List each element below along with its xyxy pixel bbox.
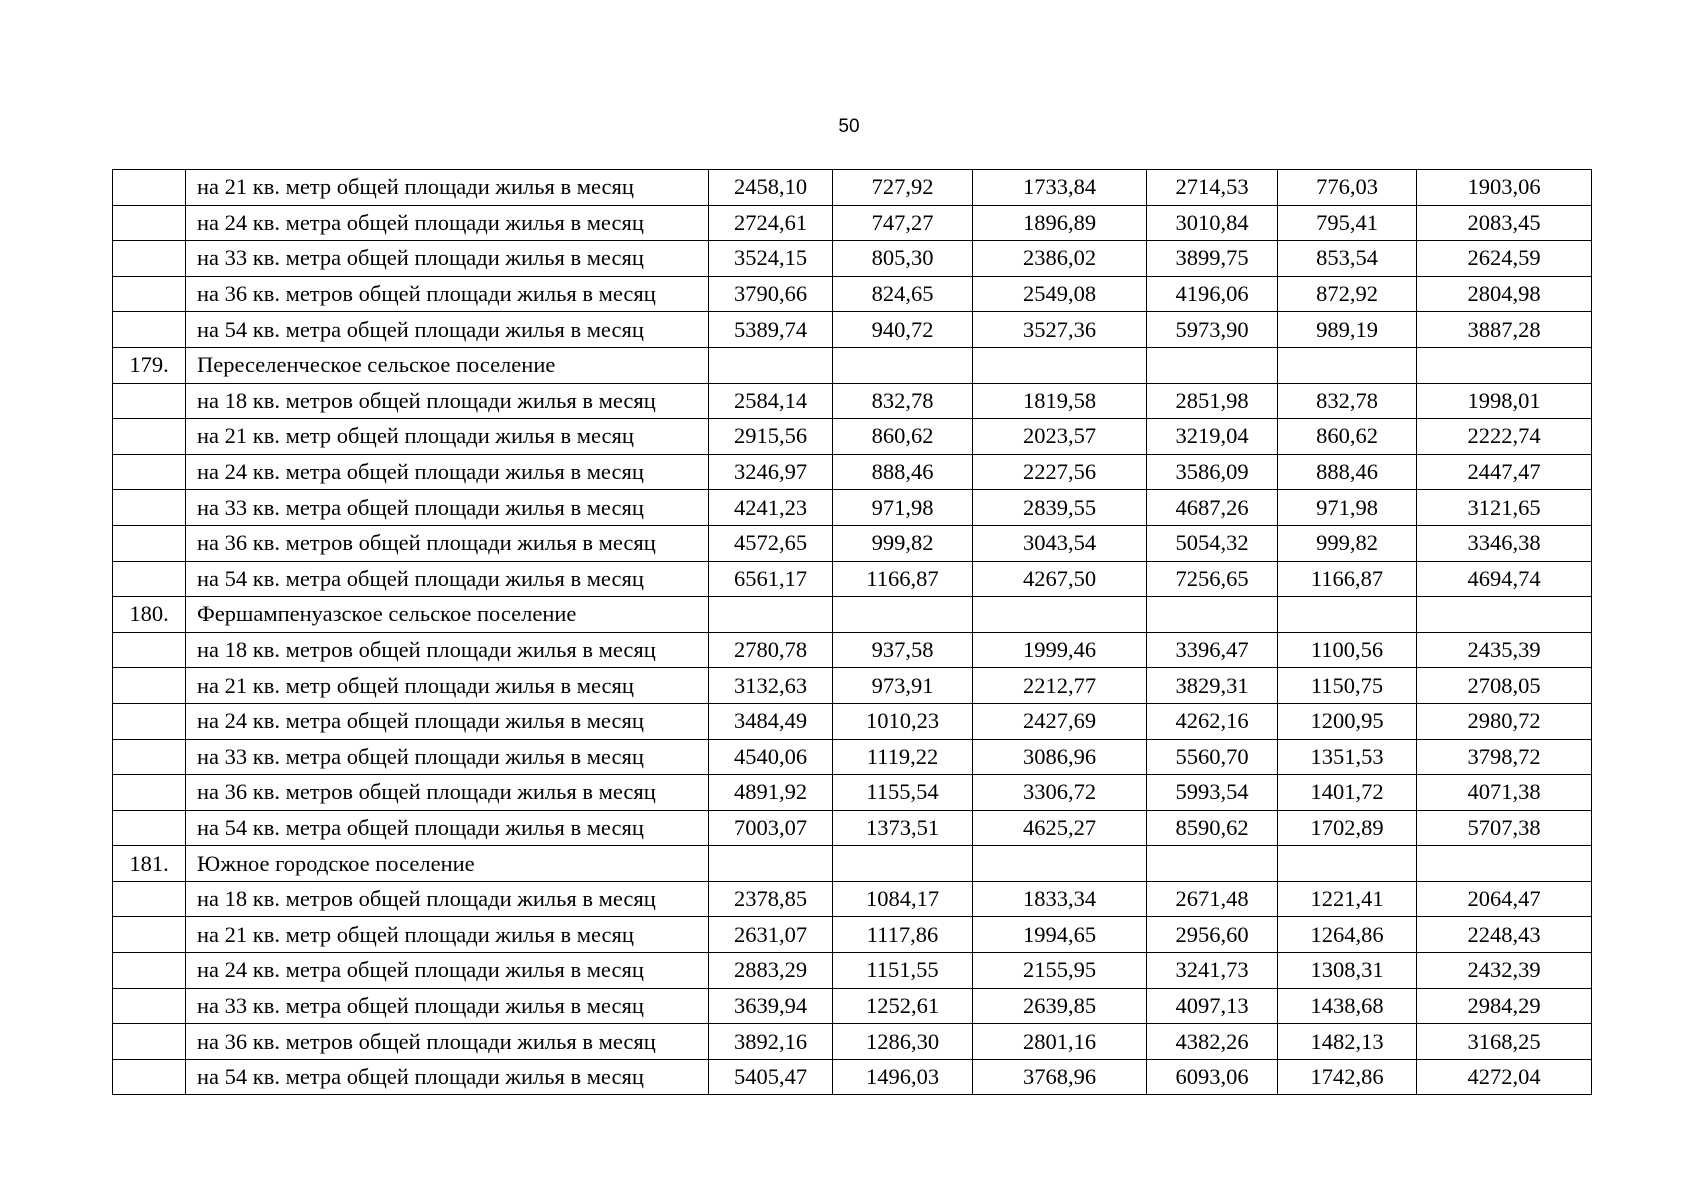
value-cell-col-1: 2780,78 xyxy=(709,632,833,668)
area-label-cell: на 21 кв. метр общей площади жилья в месяц xyxy=(186,170,709,206)
row-number-cell xyxy=(113,241,186,277)
value-cell-col-1: 4241,23 xyxy=(709,490,833,526)
value-cell-col-6: 2804,98 xyxy=(1417,276,1592,312)
value-cell-col-2: 940,72 xyxy=(833,312,973,348)
value-cell-col-5: 888,46 xyxy=(1278,454,1417,490)
value-cell-col-3: 3086,96 xyxy=(973,739,1147,775)
value-cell-col-5: 989,19 xyxy=(1278,312,1417,348)
value-cell-col-6: 4694,74 xyxy=(1417,561,1592,597)
area-label-cell: на 36 кв. метров общей площади жилья в месяц xyxy=(186,525,709,561)
area-label-cell: на 36 кв. метров общей площади жилья в месяц xyxy=(186,1024,709,1060)
area-label-cell: на 54 кв. метра общей площади жилья в месяц xyxy=(186,810,709,846)
value-cell-col-5: 1438,68 xyxy=(1278,988,1417,1024)
value-cell-col-6: 3346,38 xyxy=(1417,525,1592,561)
value-cell-col-4: 3829,31 xyxy=(1147,668,1278,704)
value-cell-col-4: 5993,54 xyxy=(1147,775,1278,811)
area-label-cell: на 36 кв. метров общей площади жилья в месяц xyxy=(186,276,709,312)
value-cell-col-1: 2915,56 xyxy=(709,419,833,455)
value-cell-col-3: 2549,08 xyxy=(973,276,1147,312)
value-cell-col-2: 1252,61 xyxy=(833,988,973,1024)
value-cell-col-6: 4071,38 xyxy=(1417,775,1592,811)
area-label-cell: на 33 кв. метра общей площади жилья в месяц xyxy=(186,988,709,1024)
value-cell-col-5 xyxy=(1278,347,1417,383)
value-cell-col-3 xyxy=(973,846,1147,882)
value-cell-col-4: 3010,84 xyxy=(1147,205,1278,241)
row-number-cell xyxy=(113,632,186,668)
value-cell-col-1: 3132,63 xyxy=(709,668,833,704)
area-label-cell: на 21 кв. метр общей площади жилья в месяц xyxy=(186,917,709,953)
value-cell-col-1: 2378,85 xyxy=(709,881,833,917)
value-cell-col-2: 888,46 xyxy=(833,454,973,490)
settlement-name-cell: Фершампенуазское сельское поселение xyxy=(186,597,709,633)
table-row xyxy=(113,881,1592,917)
value-cell-col-1: 3639,94 xyxy=(709,988,833,1024)
row-number-cell: 181. xyxy=(113,846,186,882)
row-number-cell xyxy=(113,525,186,561)
value-cell-col-4: 4262,16 xyxy=(1147,703,1278,739)
value-cell-col-1: 3246,97 xyxy=(709,454,833,490)
value-cell-col-5: 1166,87 xyxy=(1278,561,1417,597)
value-cell-col-4: 5973,90 xyxy=(1147,312,1278,348)
value-cell-col-6: 2624,59 xyxy=(1417,241,1592,277)
value-cell-col-3: 3527,36 xyxy=(973,312,1147,348)
value-cell-col-1: 4891,92 xyxy=(709,775,833,811)
value-cell-col-4: 3241,73 xyxy=(1147,953,1278,989)
value-cell-col-1: 2883,29 xyxy=(709,953,833,989)
value-cell-col-2: 805,30 xyxy=(833,241,973,277)
value-cell-col-1 xyxy=(709,597,833,633)
value-cell-col-4 xyxy=(1147,597,1278,633)
table-row xyxy=(113,810,1592,846)
table-row xyxy=(113,668,1592,704)
value-cell-col-1: 2724,61 xyxy=(709,205,833,241)
value-cell-col-5: 999,82 xyxy=(1278,525,1417,561)
value-cell-col-6: 3121,65 xyxy=(1417,490,1592,526)
value-cell-col-6: 4272,04 xyxy=(1417,1059,1592,1095)
value-cell-col-1: 7003,07 xyxy=(709,810,833,846)
value-cell-col-3: 2227,56 xyxy=(973,454,1147,490)
settlement-name-cell: Переселенческое сельское поселение xyxy=(186,347,709,383)
value-cell-col-3: 2155,95 xyxy=(973,953,1147,989)
value-cell-col-6: 3168,25 xyxy=(1417,1024,1592,1060)
value-cell-col-3: 3043,54 xyxy=(973,525,1147,561)
area-label-cell: на 54 кв. метра общей площади жилья в месяц xyxy=(186,561,709,597)
table-row xyxy=(113,383,1592,419)
table-row xyxy=(113,632,1592,668)
row-number-cell xyxy=(113,775,186,811)
value-cell-col-1: 4572,65 xyxy=(709,525,833,561)
area-label-cell: на 21 кв. метр общей площади жилья в месяц xyxy=(186,419,709,455)
row-number-cell xyxy=(113,1059,186,1095)
value-cell-col-3: 3306,72 xyxy=(973,775,1147,811)
value-cell-col-5: 860,62 xyxy=(1278,419,1417,455)
value-cell-col-1: 3484,49 xyxy=(709,703,833,739)
area-label-cell: на 36 кв. метров общей площади жилья в месяц xyxy=(186,775,709,811)
row-number-cell xyxy=(113,881,186,917)
row-number-cell: 180. xyxy=(113,597,186,633)
value-cell-col-6: 3887,28 xyxy=(1417,312,1592,348)
value-cell-col-5: 1482,13 xyxy=(1278,1024,1417,1060)
area-label-cell: на 18 кв. метров общей площади жилья в месяц xyxy=(186,881,709,917)
value-cell-col-4: 4382,26 xyxy=(1147,1024,1278,1060)
settlement-name-cell: Южное городское поселение xyxy=(186,846,709,882)
value-cell-col-4: 5054,32 xyxy=(1147,525,1278,561)
value-cell-col-5: 776,03 xyxy=(1278,170,1417,206)
value-cell-col-1: 2631,07 xyxy=(709,917,833,953)
value-cell-col-5: 853,54 xyxy=(1278,241,1417,277)
row-number-cell xyxy=(113,1024,186,1060)
row-number-cell xyxy=(113,170,186,206)
table-row xyxy=(113,490,1592,526)
value-cell-col-4 xyxy=(1147,347,1278,383)
value-cell-col-5: 1308,31 xyxy=(1278,953,1417,989)
row-number-cell xyxy=(113,953,186,989)
value-cell-col-2: 1117,86 xyxy=(833,917,973,953)
value-cell-col-6: 2064,47 xyxy=(1417,881,1592,917)
value-cell-col-5 xyxy=(1278,846,1417,882)
value-cell-col-3: 1896,89 xyxy=(973,205,1147,241)
value-cell-col-5: 1351,53 xyxy=(1278,739,1417,775)
value-cell-col-4: 2956,60 xyxy=(1147,917,1278,953)
row-number-cell xyxy=(113,205,186,241)
table-row xyxy=(113,205,1592,241)
value-cell-col-2: 1151,55 xyxy=(833,953,973,989)
value-cell-col-6: 3798,72 xyxy=(1417,739,1592,775)
value-cell-col-2: 1373,51 xyxy=(833,810,973,846)
value-cell-col-3: 2639,85 xyxy=(973,988,1147,1024)
value-cell-col-6 xyxy=(1417,597,1592,633)
area-label-cell: на 24 кв. метра общей площади жилья в месяц xyxy=(186,205,709,241)
table-row xyxy=(113,988,1592,1024)
settlement-header-row xyxy=(113,846,1592,882)
table-row xyxy=(113,241,1592,277)
value-cell-col-2: 747,27 xyxy=(833,205,973,241)
value-cell-col-2: 832,78 xyxy=(833,383,973,419)
value-cell-col-1: 4540,06 xyxy=(709,739,833,775)
value-cell-col-3: 2212,77 xyxy=(973,668,1147,704)
row-number-cell xyxy=(113,668,186,704)
value-cell-col-4: 4687,26 xyxy=(1147,490,1278,526)
value-cell-col-2: 1496,03 xyxy=(833,1059,973,1095)
value-cell-col-2: 1155,54 xyxy=(833,775,973,811)
value-cell-col-2 xyxy=(833,347,973,383)
value-cell-col-6: 2222,74 xyxy=(1417,419,1592,455)
row-number-cell: 179. xyxy=(113,347,186,383)
row-number-cell xyxy=(113,703,186,739)
table-row xyxy=(113,1024,1592,1060)
value-cell-col-1: 5389,74 xyxy=(709,312,833,348)
value-cell-col-2: 999,82 xyxy=(833,525,973,561)
value-cell-col-2 xyxy=(833,597,973,633)
value-cell-col-3: 3768,96 xyxy=(973,1059,1147,1095)
tariff-table-body xyxy=(113,170,1592,1095)
value-cell-col-6: 2435,39 xyxy=(1417,632,1592,668)
table-row xyxy=(113,917,1592,953)
value-cell-col-5: 832,78 xyxy=(1278,383,1417,419)
row-number-cell xyxy=(113,988,186,1024)
table-row xyxy=(113,276,1592,312)
value-cell-col-4: 3899,75 xyxy=(1147,241,1278,277)
value-cell-col-6: 2708,05 xyxy=(1417,668,1592,704)
settlement-header-row xyxy=(113,597,1592,633)
row-number-cell xyxy=(113,917,186,953)
area-label-cell: на 18 кв. метров общей площади жилья в месяц xyxy=(186,383,709,419)
value-cell-col-5: 1264,86 xyxy=(1278,917,1417,953)
value-cell-col-1: 3524,15 xyxy=(709,241,833,277)
value-cell-col-4: 2714,53 xyxy=(1147,170,1278,206)
value-cell-col-2: 824,65 xyxy=(833,276,973,312)
table-row xyxy=(113,775,1592,811)
value-cell-col-5: 1702,89 xyxy=(1278,810,1417,846)
area-label-cell: на 54 кв. метра общей площади жилья в месяц xyxy=(186,312,709,348)
area-label-cell: на 33 кв. метра общей площади жилья в месяц xyxy=(186,490,709,526)
area-label-cell: на 24 кв. метра общей площади жилья в месяц xyxy=(186,454,709,490)
value-cell-col-6: 5707,38 xyxy=(1417,810,1592,846)
area-label-cell: на 18 кв. метров общей площади жилья в месяц xyxy=(186,632,709,668)
tariff-table xyxy=(112,169,1592,1095)
row-number-cell xyxy=(113,383,186,419)
row-number-cell xyxy=(113,312,186,348)
value-cell-col-2: 1166,87 xyxy=(833,561,973,597)
value-cell-col-4: 8590,62 xyxy=(1147,810,1278,846)
table-row xyxy=(113,170,1592,206)
value-cell-col-1: 3892,16 xyxy=(709,1024,833,1060)
value-cell-col-2: 1119,22 xyxy=(833,739,973,775)
area-label-cell: на 24 кв. метра общей площади жилья в месяц xyxy=(186,703,709,739)
settlement-header-row xyxy=(113,347,1592,383)
value-cell-col-5: 1100,56 xyxy=(1278,632,1417,668)
value-cell-col-4: 2851,98 xyxy=(1147,383,1278,419)
value-cell-col-3: 1733,84 xyxy=(973,170,1147,206)
value-cell-col-4: 7256,65 xyxy=(1147,561,1278,597)
value-cell-col-5: 1200,95 xyxy=(1278,703,1417,739)
row-number-cell xyxy=(113,419,186,455)
table-row xyxy=(113,525,1592,561)
value-cell-col-6: 2984,29 xyxy=(1417,988,1592,1024)
value-cell-col-4: 6093,06 xyxy=(1147,1059,1278,1095)
value-cell-col-6 xyxy=(1417,846,1592,882)
value-cell-col-1: 6561,17 xyxy=(709,561,833,597)
value-cell-col-4: 4196,06 xyxy=(1147,276,1278,312)
value-cell-col-2: 1286,30 xyxy=(833,1024,973,1060)
page-number: 50 xyxy=(838,116,860,137)
value-cell-col-6: 2980,72 xyxy=(1417,703,1592,739)
value-cell-col-1: 2584,14 xyxy=(709,383,833,419)
row-number-cell xyxy=(113,739,186,775)
value-cell-col-1 xyxy=(709,846,833,882)
value-cell-col-2: 1010,23 xyxy=(833,703,973,739)
value-cell-col-3: 1833,34 xyxy=(973,881,1147,917)
value-cell-col-6: 2248,43 xyxy=(1417,917,1592,953)
value-cell-col-6: 2083,45 xyxy=(1417,205,1592,241)
value-cell-col-1: 5405,47 xyxy=(709,1059,833,1095)
value-cell-col-3 xyxy=(973,597,1147,633)
value-cell-col-4: 5560,70 xyxy=(1147,739,1278,775)
value-cell-col-5: 1401,72 xyxy=(1278,775,1417,811)
value-cell-col-4: 3586,09 xyxy=(1147,454,1278,490)
value-cell-col-1 xyxy=(709,347,833,383)
table-row xyxy=(113,739,1592,775)
value-cell-col-2 xyxy=(833,846,973,882)
value-cell-col-3: 1819,58 xyxy=(973,383,1147,419)
value-cell-col-6: 2447,47 xyxy=(1417,454,1592,490)
value-cell-col-3: 4267,50 xyxy=(973,561,1147,597)
value-cell-col-4 xyxy=(1147,846,1278,882)
row-number-cell xyxy=(113,454,186,490)
area-label-cell: на 54 кв. метра общей площади жилья в месяц xyxy=(186,1059,709,1095)
table-row xyxy=(113,312,1592,348)
value-cell-col-3: 2386,02 xyxy=(973,241,1147,277)
value-cell-col-5: 1150,75 xyxy=(1278,668,1417,704)
area-label-cell: на 33 кв. метра общей площади жилья в месяц xyxy=(186,241,709,277)
value-cell-col-5: 872,92 xyxy=(1278,276,1417,312)
value-cell-col-3: 2427,69 xyxy=(973,703,1147,739)
value-cell-col-5: 1742,86 xyxy=(1278,1059,1417,1095)
row-number-cell xyxy=(113,810,186,846)
value-cell-col-6: 1903,06 xyxy=(1417,170,1592,206)
value-cell-col-2: 1084,17 xyxy=(833,881,973,917)
value-cell-col-1: 2458,10 xyxy=(709,170,833,206)
value-cell-col-1: 3790,66 xyxy=(709,276,833,312)
value-cell-col-5: 1221,41 xyxy=(1278,881,1417,917)
table-row xyxy=(113,1059,1592,1095)
row-number-cell xyxy=(113,561,186,597)
table-row xyxy=(113,953,1592,989)
value-cell-col-2: 937,58 xyxy=(833,632,973,668)
value-cell-col-6: 1998,01 xyxy=(1417,383,1592,419)
area-label-cell: на 24 кв. метра общей площади жилья в месяц xyxy=(186,953,709,989)
area-label-cell: на 21 кв. метр общей площади жилья в месяц xyxy=(186,668,709,704)
table-row xyxy=(113,561,1592,597)
value-cell-col-2: 973,91 xyxy=(833,668,973,704)
value-cell-col-2: 971,98 xyxy=(833,490,973,526)
value-cell-col-3: 1999,46 xyxy=(973,632,1147,668)
value-cell-col-4: 3219,04 xyxy=(1147,419,1278,455)
value-cell-col-3: 4625,27 xyxy=(973,810,1147,846)
value-cell-col-3 xyxy=(973,347,1147,383)
value-cell-col-3: 2023,57 xyxy=(973,419,1147,455)
value-cell-col-6 xyxy=(1417,347,1592,383)
value-cell-col-5: 795,41 xyxy=(1278,205,1417,241)
value-cell-col-3: 1994,65 xyxy=(973,917,1147,953)
value-cell-col-5: 971,98 xyxy=(1278,490,1417,526)
value-cell-col-2: 860,62 xyxy=(833,419,973,455)
area-label-cell: на 33 кв. метра общей площади жилья в месяц xyxy=(186,739,709,775)
value-cell-col-5 xyxy=(1278,597,1417,633)
value-cell-col-4: 2671,48 xyxy=(1147,881,1278,917)
value-cell-col-2: 727,92 xyxy=(833,170,973,206)
value-cell-col-3: 2801,16 xyxy=(973,1024,1147,1060)
value-cell-col-4: 4097,13 xyxy=(1147,988,1278,1024)
table-row xyxy=(113,703,1592,739)
value-cell-col-3: 2839,55 xyxy=(973,490,1147,526)
table-row xyxy=(113,419,1592,455)
row-number-cell xyxy=(113,276,186,312)
table-row xyxy=(113,454,1592,490)
value-cell-col-6: 2432,39 xyxy=(1417,953,1592,989)
row-number-cell xyxy=(113,490,186,526)
value-cell-col-4: 3396,47 xyxy=(1147,632,1278,668)
